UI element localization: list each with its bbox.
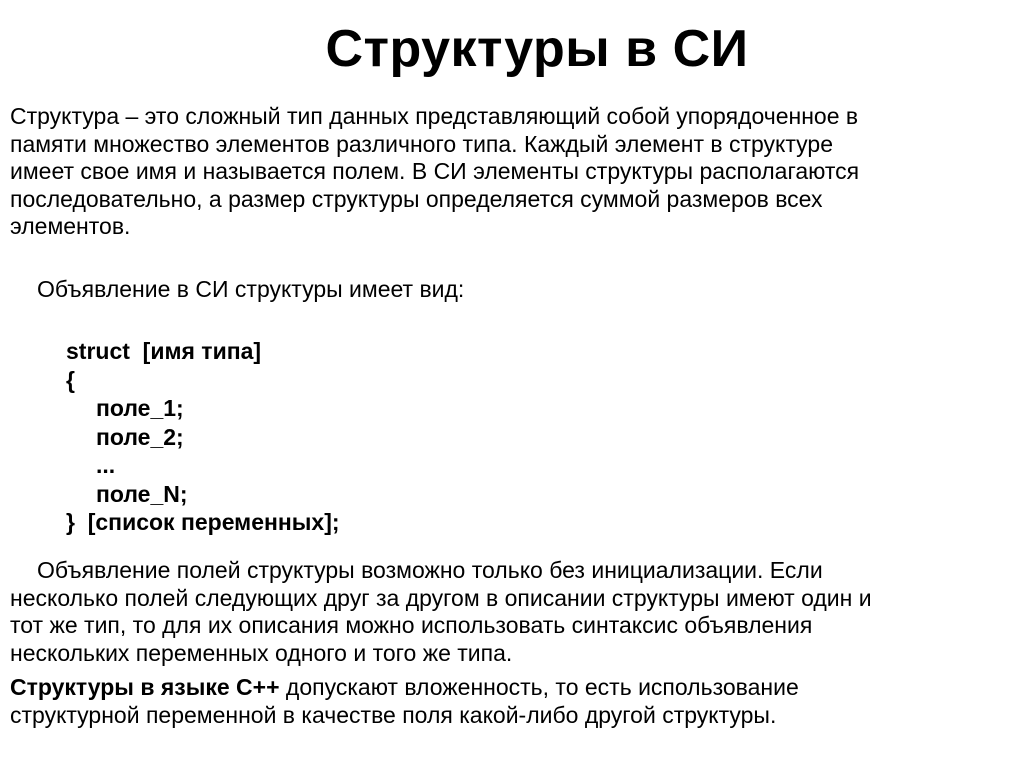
paragraph-structure-definition <box>10 103 1010 241</box>
text-line: имеет свое имя и называется полем. В СИ элементы структуры располагаются <box>10 158 860 184</box>
code-line: поле_1; <box>96 395 184 421</box>
text-line <box>10 674 1014 702</box>
text-line: Объявление полей структуры возможно только без инициализации. Если <box>37 557 823 583</box>
bold-lead-text: Структуры в языке С++ <box>10 674 280 700</box>
code-line: ... <box>96 452 116 478</box>
text-line: последовательно, а размер структуры определяется суммой размеров всех <box>10 185 823 212</box>
text-line: несколько полей следующих друг за другом в описании структуры имеют один и <box>10 584 872 611</box>
paragraph-declaration-intro: Объявление в СИ структуры имеет вид: <box>37 276 465 302</box>
paragraph-nesting <box>10 674 1014 729</box>
paragraph-field-declaration <box>10 557 1014 667</box>
code-line: } [список переменных]; <box>66 509 340 535</box>
text-line: элементов. <box>10 213 131 239</box>
text-line: тот же тип, то для их описания можно использовать синтаксис объявления <box>10 612 813 638</box>
text-line: Структура – это сложный тип данных представляющий собой упорядоченное в <box>10 103 859 129</box>
code-line: поле_2; <box>96 423 184 450</box>
code-block-struct-syntax <box>66 337 340 537</box>
slide-title: Структуры в СИ <box>325 20 749 78</box>
code-line: поле_N; <box>96 480 188 507</box>
text-fragment: допускают вложенность, то есть использование <box>279 674 799 700</box>
code-line: { <box>66 366 75 393</box>
text-line: памяти множество элементов различного типа. Каждый элемент в структуре <box>10 130 833 157</box>
text-line: структурной переменной в качестве поля какой-либо другой структуры. <box>10 701 777 728</box>
text-line: нескольких переменных одного и того же типа. <box>10 639 513 666</box>
code-line: struct [имя типа] <box>66 338 262 364</box>
